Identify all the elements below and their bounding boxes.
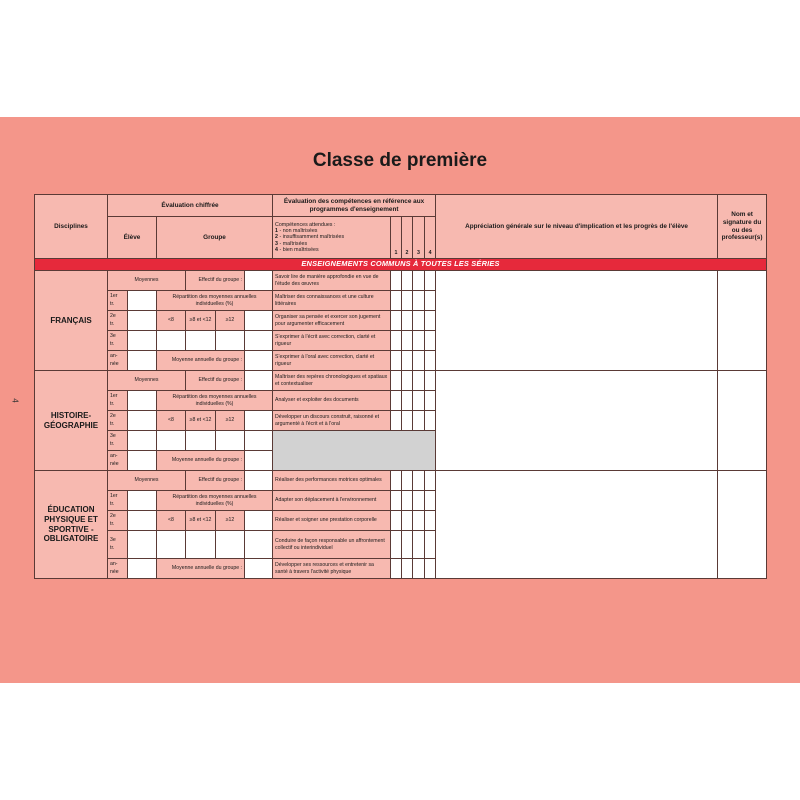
level-checkbox[interactable] <box>391 511 402 531</box>
level-checkbox[interactable] <box>402 559 413 579</box>
effectif-label: Effectif du groupe : <box>186 371 245 391</box>
repartition-value[interactable] <box>216 531 245 559</box>
level-number-1: 1 <box>391 249 402 259</box>
eleve-grade-field[interactable] <box>128 391 157 411</box>
level-checkbox[interactable] <box>413 471 425 491</box>
repartition-label: Répartition des moyennes annuelles individuelles (%) <box>157 291 273 311</box>
range-lt8: <8 <box>157 411 186 431</box>
moyennes-label: Moyennes <box>108 471 186 491</box>
level-checkbox[interactable] <box>391 311 402 331</box>
level-checkbox[interactable] <box>402 471 413 491</box>
signature-field[interactable] <box>718 471 767 579</box>
level-checkbox[interactable] <box>391 411 402 431</box>
legend-level-2: 2 - insuffisamment maîtrisées <box>275 234 345 241</box>
section-banner: ENSEIGNEMENTS COMMUNS À TOUTES LES SÉRIES <box>35 259 767 271</box>
repartition-value[interactable] <box>186 531 216 559</box>
level-checkbox[interactable] <box>413 531 425 559</box>
level-number-3: 3 <box>413 249 425 259</box>
level-checkbox[interactable] <box>413 271 425 291</box>
level-checkbox[interactable] <box>402 271 413 291</box>
level-checkbox[interactable] <box>391 471 402 491</box>
trimester-2-label: 2e tr. <box>108 311 128 331</box>
level-checkbox[interactable] <box>413 559 425 579</box>
competence: S'exprimer à l'oral avec correction, clarté et rigueur <box>273 351 391 371</box>
effectif-label: Effectif du groupe : <box>186 271 245 291</box>
level-checkbox[interactable] <box>413 351 425 371</box>
header-eleve: Élève <box>108 217 157 259</box>
level-checkbox[interactable] <box>425 559 436 579</box>
moyenne-annuelle-value[interactable] <box>245 451 273 471</box>
appreciation-field[interactable] <box>436 371 718 471</box>
level-checkbox[interactable] <box>402 351 413 371</box>
header-appreciation: Appréciation générale sur le niveau d'implication et les progrès de l'élève <box>436 195 718 259</box>
subject-name: ÉDUCATION PHYSIQUE ET SPORTIVE - OBLIGATOIRE <box>35 471 108 579</box>
repartition-label: Répartition des moyennes annuelles individuelles (%) <box>157 391 273 411</box>
level-checkbox[interactable] <box>425 351 436 371</box>
repartition-label: Répartition des moyennes annuelles individuelles (%) <box>157 491 273 511</box>
level-checkbox[interactable] <box>402 531 413 559</box>
eleve-grade-field[interactable] <box>128 431 157 451</box>
range-8-12: ≥8 et <12 <box>186 311 216 331</box>
level-checkbox[interactable] <box>425 511 436 531</box>
level-checkbox[interactable] <box>425 531 436 559</box>
competence: Savoir lire de manière approfondie en vue de l'étude des œuvres <box>273 271 391 291</box>
moyenne-annuelle-value[interactable] <box>245 559 273 579</box>
level-checkbox[interactable] <box>425 471 436 491</box>
level-checkbox[interactable] <box>391 391 402 411</box>
repartition-value[interactable] <box>157 431 186 451</box>
legend-level-3: 3 - maîtrisées <box>275 240 308 247</box>
trimester-3-label: 3e tr. <box>108 431 128 451</box>
legend-level-1: 1 - non maîtrisées <box>275 227 318 234</box>
range-lt8: <8 <box>157 511 186 531</box>
header-disciplines: Disciplines <box>35 195 108 259</box>
eleve-grade-field[interactable] <box>128 511 157 531</box>
trimester-3-label: 3e tr. <box>108 531 128 559</box>
level-checkbox[interactable] <box>425 491 436 511</box>
trimester-2-label: 2e tr. <box>108 511 128 531</box>
competence: Conduire de façon responsable un affrontement collectif ou interindividuel <box>273 531 391 559</box>
eleve-grade-field[interactable] <box>128 531 157 559</box>
level-checkbox[interactable] <box>391 371 402 391</box>
trimester-3-label: 3e tr. <box>108 331 128 351</box>
signature-field[interactable] <box>718 271 767 371</box>
competence: S'exprimer à l'écrit avec correction, clarté et rigueur <box>273 331 391 351</box>
level-checkbox[interactable] <box>413 331 425 351</box>
competence: Développer un discours construit, raisonné et argumenté à l'écrit et à l'oral <box>273 411 391 431</box>
moyennes-label: Moyennes <box>108 371 186 391</box>
level-checkbox[interactable] <box>391 331 402 351</box>
level-checkbox[interactable] <box>391 291 402 311</box>
level-checkbox[interactable] <box>402 371 413 391</box>
repartition-value[interactable] <box>157 331 186 351</box>
level-checkbox[interactable] <box>413 491 425 511</box>
annee-label: an- née <box>108 559 128 579</box>
level-checkbox[interactable] <box>402 411 413 431</box>
header-groupe: Groupe <box>157 217 273 259</box>
page-number: 4 <box>10 398 20 403</box>
level-checkbox[interactable] <box>402 511 413 531</box>
appreciation-field[interactable] <box>436 471 718 579</box>
repartition-value[interactable] <box>157 531 186 559</box>
eleve-grade-field[interactable] <box>128 491 157 511</box>
subject-name: FRANÇAIS <box>35 271 108 371</box>
header-evaluation-chiffree: Évaluation chiffrée <box>108 195 273 217</box>
range-8-12: ≥8 et <12 <box>186 511 216 531</box>
range-lt8: <8 <box>157 311 186 331</box>
eleve-grade-field[interactable] <box>128 451 157 471</box>
level-checkbox[interactable] <box>391 531 402 559</box>
header-nom-signature: Nom et signature du ou des professeur(s) <box>718 195 767 259</box>
competence: Adapter son déplacement à l'environnement <box>273 491 391 511</box>
header-competences-legend <box>273 217 391 259</box>
moyenne-annuelle-label: Moyenne annuelle du groupe : <box>157 451 245 471</box>
level-number-4: 4 <box>425 249 436 259</box>
level-checkbox[interactable] <box>402 331 413 351</box>
repartition-value[interactable] <box>186 431 216 451</box>
legend-level-4: 4 - bien maîtrisées <box>275 247 319 254</box>
effectif-value[interactable] <box>245 371 273 391</box>
competence: Maîtriser des connaissances et une culture littéraires <box>273 291 391 311</box>
repartition-value[interactable] <box>216 331 245 351</box>
range-ge12: ≥12 <box>216 311 245 331</box>
eleve-grade-field[interactable] <box>128 311 157 331</box>
level-checkbox[interactable] <box>413 291 425 311</box>
competence: Maîtriser des repères chronologiques et spatiaux et contextualiser <box>273 371 391 391</box>
level-checkbox[interactable] <box>391 351 402 371</box>
trimester-2-label: 2e tr. <box>108 411 128 431</box>
competence: Analyser et exploiter des documents <box>273 391 391 411</box>
range-ge12: ≥12 <box>216 411 245 431</box>
annee-label: an- née <box>108 451 128 471</box>
level-checkbox[interactable] <box>425 371 436 391</box>
level-checkbox[interactable] <box>391 491 402 511</box>
annee-label: an- née <box>108 351 128 371</box>
competence: Organiser sa pensée et exercer son jugement pour argumenter efficacement <box>273 311 391 331</box>
level-checkbox[interactable] <box>425 311 436 331</box>
competence: Développer ses ressources et entretenir sa santé à travers l'activité physique <box>273 559 391 579</box>
eleve-grade-field[interactable] <box>128 559 157 579</box>
level-checkbox[interactable] <box>413 311 425 331</box>
competence: Réaliser des performances motrices optimales <box>273 471 391 491</box>
repartition-value[interactable] <box>186 331 216 351</box>
effectif-label: Effectif du groupe : <box>186 471 245 491</box>
unused-competence-area <box>273 431 436 471</box>
repartition-value[interactable] <box>216 431 245 451</box>
moyenne-annuelle-label: Moyenne annuelle du groupe : <box>157 351 245 371</box>
page-title: Classe de première <box>312 150 488 171</box>
eleve-grade-field[interactable] <box>128 411 157 431</box>
level-checkbox[interactable] <box>402 491 413 511</box>
level-checkbox[interactable] <box>402 291 413 311</box>
trimester-1-label: 1er tr. <box>108 291 128 311</box>
level-number-2: 2 <box>402 249 413 259</box>
header-evaluation-competences: Évaluation des compétences en référence aux programmes d'enseignement <box>273 195 436 217</box>
range-8-12: ≥8 et <12 <box>186 411 216 431</box>
trimester-1-label: 1er tr. <box>108 491 128 511</box>
range-ge12: ≥12 <box>216 511 245 531</box>
moyenne-annuelle-value[interactable] <box>245 351 273 371</box>
eleve-grade-field[interactable] <box>128 291 157 311</box>
eleve-grade-field[interactable] <box>128 331 157 351</box>
level-checkbox[interactable] <box>425 331 436 351</box>
level-checkbox[interactable] <box>425 411 436 431</box>
signature-field[interactable] <box>718 371 767 471</box>
moyenne-annuelle-label: Moyenne annuelle du groupe : <box>157 559 245 579</box>
level-checkbox[interactable] <box>402 311 413 331</box>
effectif-value[interactable] <box>245 271 273 291</box>
level-checkbox[interactable] <box>413 411 425 431</box>
competence: Réaliser et soigner une prestation corporelle <box>273 511 391 531</box>
level-checkbox[interactable] <box>425 271 436 291</box>
evaluation-table <box>34 194 767 579</box>
level-checkbox[interactable] <box>413 371 425 391</box>
eleve-grade-field[interactable] <box>128 351 157 371</box>
level-checkbox[interactable] <box>402 391 413 411</box>
trimester-1-label: 1er tr. <box>108 391 128 411</box>
level-checkbox[interactable] <box>391 559 402 579</box>
level-checkbox[interactable] <box>425 391 436 411</box>
competences-legend-title: Compétences attendues : <box>275 221 336 228</box>
level-checkbox[interactable] <box>425 291 436 311</box>
subject-name: HISTOIRE-GÉOGRAPHIE <box>35 371 108 471</box>
level-checkbox[interactable] <box>413 391 425 411</box>
moyennes-label: Moyennes <box>108 271 186 291</box>
appreciation-field[interactable] <box>436 271 718 371</box>
level-checkbox[interactable] <box>391 271 402 291</box>
effectif-value[interactable] <box>245 471 273 491</box>
level-checkbox[interactable] <box>413 511 425 531</box>
